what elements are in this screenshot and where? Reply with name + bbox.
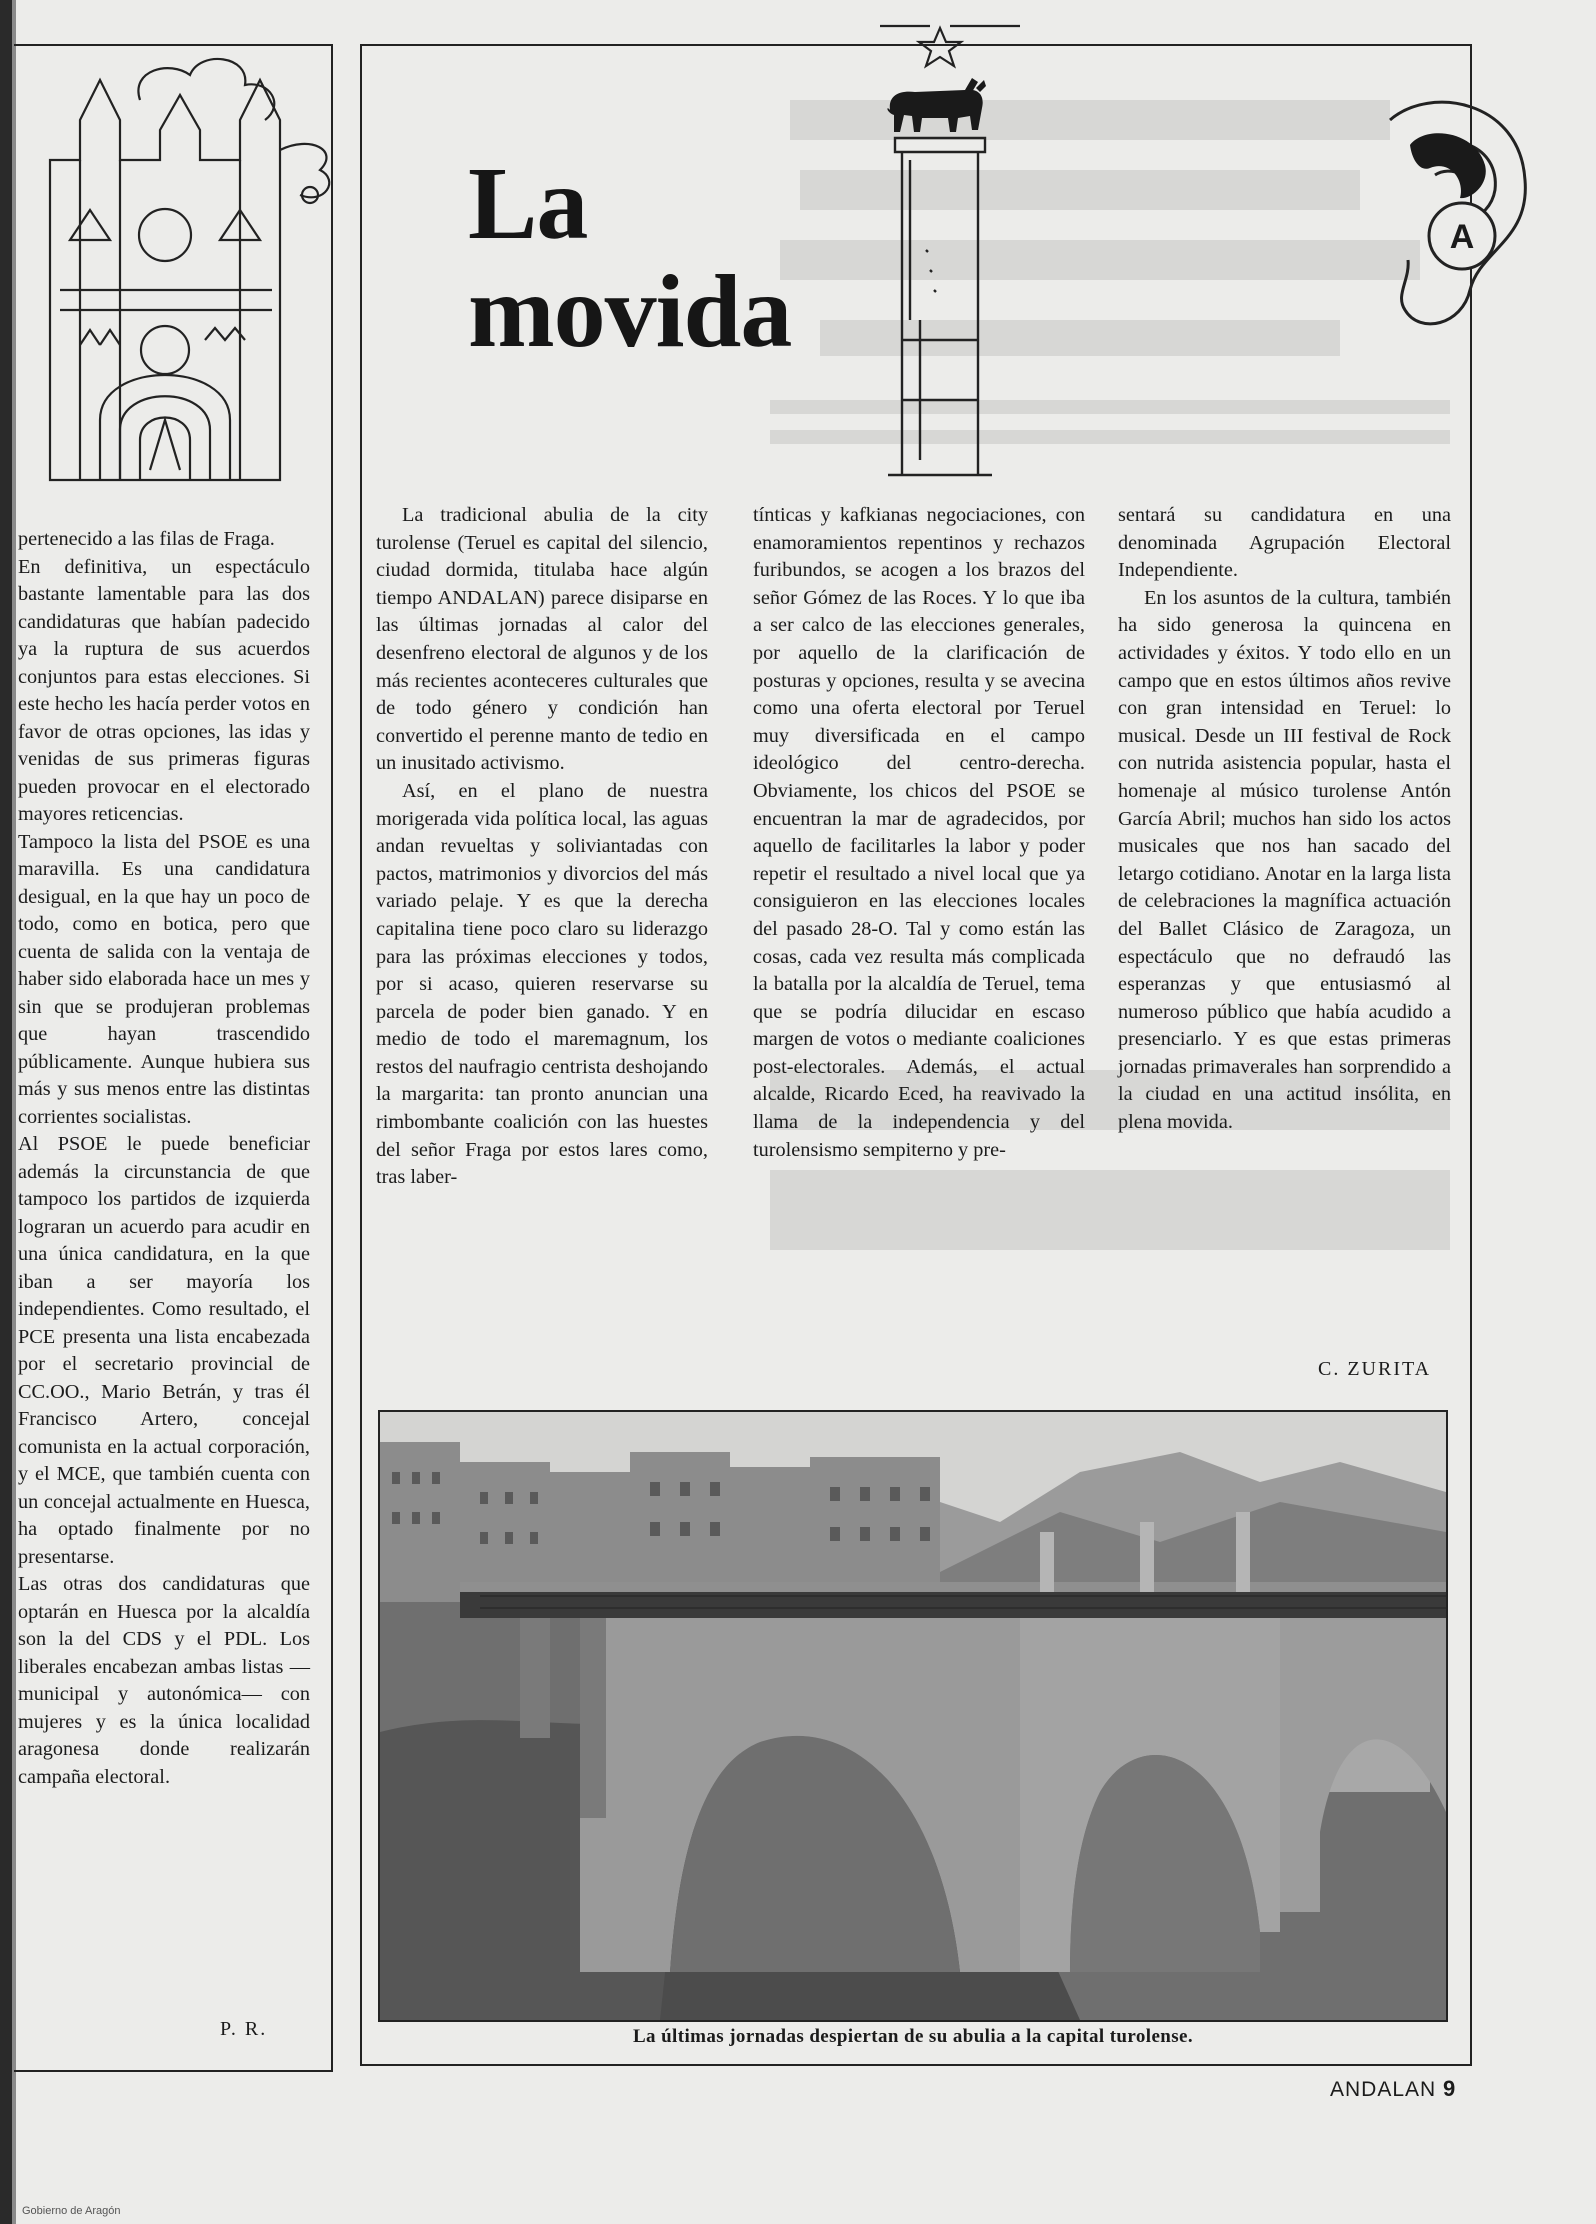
ear-badge-letter: A — [1449, 218, 1475, 256]
headline — [468, 146, 792, 369]
bridge-photo — [378, 1410, 1448, 2022]
headline-line-2: movida — [468, 254, 792, 369]
right-signature: C. ZURITA — [1318, 1358, 1432, 1380]
article-column-3 — [1118, 502, 1451, 1137]
page-footer — [1330, 2076, 1456, 2102]
left-paragraph: Las otras dos candidaturas que optarán en Huesca por la alcaldía son la del CDS y el PDL. Los liberales encabezan ambas listas —municipal y autonómica— con mujeres y es la única localidad aragonesa donde realizarán campaña electoral. — [18, 1573, 310, 1788]
col1-paragraph: La tradicional abulia de la city turolense (Teruel es capital del silencio, ciudad dormida, titulaba hace algún tiempo ANDALAN) parece disiparse en las últimas jornadas al calor del desenfreno electoral de algunos y de los más recientes aconteceres culturales que de todo género y condición han convertido el perenne manto de tedio en un inusitado activismo. — [376, 504, 708, 775]
cathedral-drawing — [40, 40, 360, 500]
left-paragraph: Al PSOE le puede beneficiar además la circunstancia de que tampoco los partidos de izquierda lograran un acuerdo para acudir en una única candidatura, en la que iban a ser mayoría los independientes. Como resultado, el PCE presenta una lista encabezada por el secretario provincial de CC.OO., Mario Betrán, y tras él Francisco Artero, concejal comunista en la actual corporación, y el MCE, que también cuenta con un concejal actualmente en Huesca, ha optado finalmente por no presentarse. — [18, 1133, 310, 1568]
col3-paragraph: sentará su candidatura en una denominada Agrupación Electoral Independiente. — [1118, 504, 1451, 582]
bridge-photo-illustration — [380, 1412, 1446, 2020]
col3-paragraph: En los asuntos de la cultura, también ha sido generosa la quincena en actividades y éxitos. Y todo ello en un campo que en estos últimos años revive con gran intensidad en Teruel: lo musical. Desde un III festival de Rock con nutrida asistencia popular, hasta el homenaje al músico turolense Antón García Abril; muchos han sido los actos musicales que nos han sacado del letargo cotidiano. Anotar en la larga lista de celebraciones la magnífica actuación del Ballet Clásico de Zaragoza, un espectáculo que no defraudó las esperanzas y que entusiasmó al numeroso público que había acudido a presenciarlo. Y es que estas primeras jornadas primaverales han sorprendido a la ciudad en una actitud insólita, en plena movida. — [1118, 586, 1451, 1134]
left-signature: P. R. — [220, 2018, 268, 2040]
page-number: 9 — [1443, 2076, 1457, 2101]
teruel-bull-column-drawing — [860, 20, 1020, 485]
article-column-2 — [753, 502, 1085, 1164]
scan-edge-dark — [0, 0, 12, 2224]
left-paragraph: En definitiva, un espectáculo bastante lamentable para las dos candidaturas que habían padecido ya la ruptura de sus acuerdos conjuntos para estas elecciones. Si este hecho les hacía perder votos en favor de otras opciones, las idas y venidas de sus primeras figuras pueden provocar en el electorado mayores reticencias. — [18, 555, 310, 825]
col2-paragraph: tínticas y kafkianas negociaciones, con enamoramientos repentinos y rechazos furibundos, se acogen a los brazos del señor Gómez de las Roces. Y lo que iba a ser calco de las elecciones generales, por aquello de la clarificación de posturas y opciones, resulta y se avecina como una oferta electoral por Teruel muy diversificada en el campo ideológico del centro-derecha. Obviamente, los chicos del PSOE se encuentran la mar de agradecidos, por aquello de facilitarles la labor y poder repetir el resultado a nivel local que ya consiguieron en las elecciones locales del pasado 28-O. Tal y como están las cosas, cada vez resulta más complicada la batalla por la alcaldía de Teruel, tema que se podría dilucidar en escaso margen de votos o mediante coaliciones post-electorales. Además, el actual alcalde, Ricardo Eced, ha reavivado la llama de la independencia y del turolensismo sempiterno y pre- — [753, 504, 1085, 1161]
article-column-1 — [376, 502, 708, 1192]
ear-logo-drawing — [1350, 90, 1540, 340]
left-article-text — [18, 526, 310, 1791]
headline-line-1: La — [468, 146, 588, 261]
archive-credit: Gobierno de Aragón — [22, 2205, 121, 2217]
col1-paragraph: Así, en el plano de nuestra morigerada vida política local, las aguas andan revueltas y soliviantadas con pactos, matrimonios y divorcios del más variado pelaje. Y es que la derecha capitalina tiene poco claro su liderazgo para las próximas elecciones y todos, por si acaso, quieren reservarse su parcela de poder bien ganado. Y en medio de todo el maremagnum, los restos del naufragio centrista deshojando la margarita: tan pronto anuncian una rimbombante coalición con las huestes del señor Fraga por estos lares como, tras laber- — [376, 779, 708, 1189]
photo-caption: La últimas jornadas despiertan de su abulia a la capital turolense. — [632, 2026, 1194, 2047]
magazine-name: ANDALAN — [1330, 2078, 1437, 2101]
left-paragraph: Tampoco la lista del PSOE es una maravilla. Es una candidatura desigual, en la que hay un poco de todo, como en botica, pero que cuenta de salida con la ventaja de haber sido elaborada hace un mes y sin que se produjeran problemas que hayan trascendido públicamente. Aunque hubiera sus más y sus menos entre las distintas corrientes socialistas. — [18, 830, 310, 1128]
left-paragraph: pertenecido a las filas de Fraga. — [18, 528, 275, 550]
